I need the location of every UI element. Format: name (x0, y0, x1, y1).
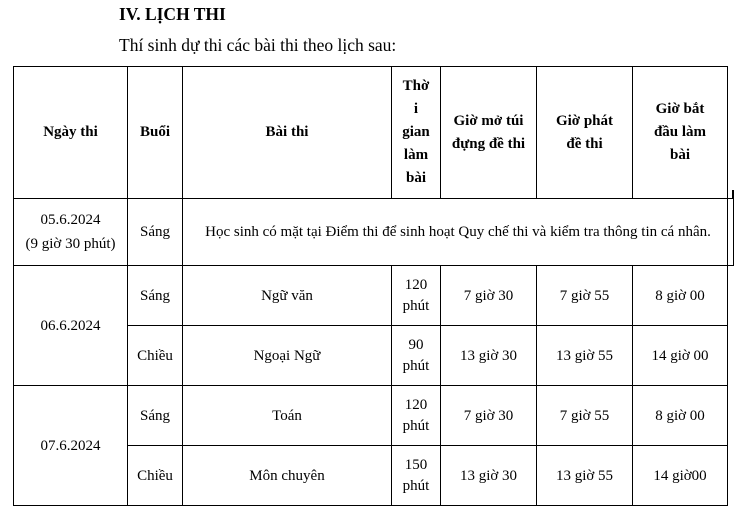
cell-subject: Toán (183, 386, 392, 446)
cell-start: 8 giờ 00 (633, 266, 728, 326)
cell-distribute: 7 giờ 55 (537, 386, 633, 446)
cell-distribute: 13 giờ 55 (537, 326, 633, 386)
header-duration: Thờ i gian làm bài (392, 67, 441, 199)
cell-duration: 120 phút (392, 266, 441, 326)
cell-subject: Môn chuyên (183, 446, 392, 506)
header-subject: Bài thi (183, 67, 392, 199)
table-row-orientation (14, 199, 728, 266)
cell-session: Sáng (128, 386, 183, 446)
cell-duration: 120 phút (392, 386, 441, 446)
table-row (14, 266, 728, 326)
header-session: Buổi (128, 67, 183, 199)
header-row (14, 67, 728, 199)
row-border-tick (732, 190, 734, 198)
cell-session: Chiều (128, 446, 183, 506)
cell-duration: 90 phút (392, 326, 441, 386)
cell-date: 05.6.2024 (9 giờ 30 phút) (14, 199, 128, 266)
exam-schedule-table (13, 66, 728, 506)
cell-duration: 150 phút (392, 446, 441, 506)
cell-start: 14 giờ 00 (633, 326, 728, 386)
cell-open-bag: 13 giờ 30 (441, 446, 537, 506)
cell-start: 8 giờ 00 (633, 386, 728, 446)
cell-open-bag: 13 giờ 30 (441, 326, 537, 386)
cell-session: Sáng (128, 199, 183, 266)
cell-subject: Ngoại Ngữ (183, 326, 392, 386)
cell-session: Sáng (128, 266, 183, 326)
header-start: Giờ bắt đầu làm bài (633, 67, 728, 199)
table-row (14, 386, 728, 446)
cell-subject: Ngữ văn (183, 266, 392, 326)
header-distribute: Giờ phát đề thi (537, 67, 633, 199)
cell-distribute: 13 giờ 55 (537, 446, 633, 506)
cell-distribute: 7 giờ 55 (537, 266, 633, 326)
cell-date: 06.6.2024 (14, 266, 128, 386)
cell-session: Chiều (128, 326, 183, 386)
header-date: Ngày thi (14, 67, 128, 199)
row-border-extension (727, 198, 734, 266)
header-open-bag: Giờ mở túi đựng đề thi (441, 67, 537, 199)
section-heading: IV. LỊCH THI (119, 4, 226, 24)
cell-open-bag: 7 giờ 30 (441, 386, 537, 446)
intro-text: Thí sinh dự thi các bài thi theo lịch sau: (119, 35, 397, 55)
cell-date: 07.6.2024 (14, 386, 128, 506)
cell-note: Học sinh có mặt tại Điểm thi để sinh hoạt Quy chế thi và kiểm tra thông tin cá nhân. (183, 199, 728, 266)
cell-start: 14 giờ00 (633, 446, 728, 506)
cell-open-bag: 7 giờ 30 (441, 266, 537, 326)
